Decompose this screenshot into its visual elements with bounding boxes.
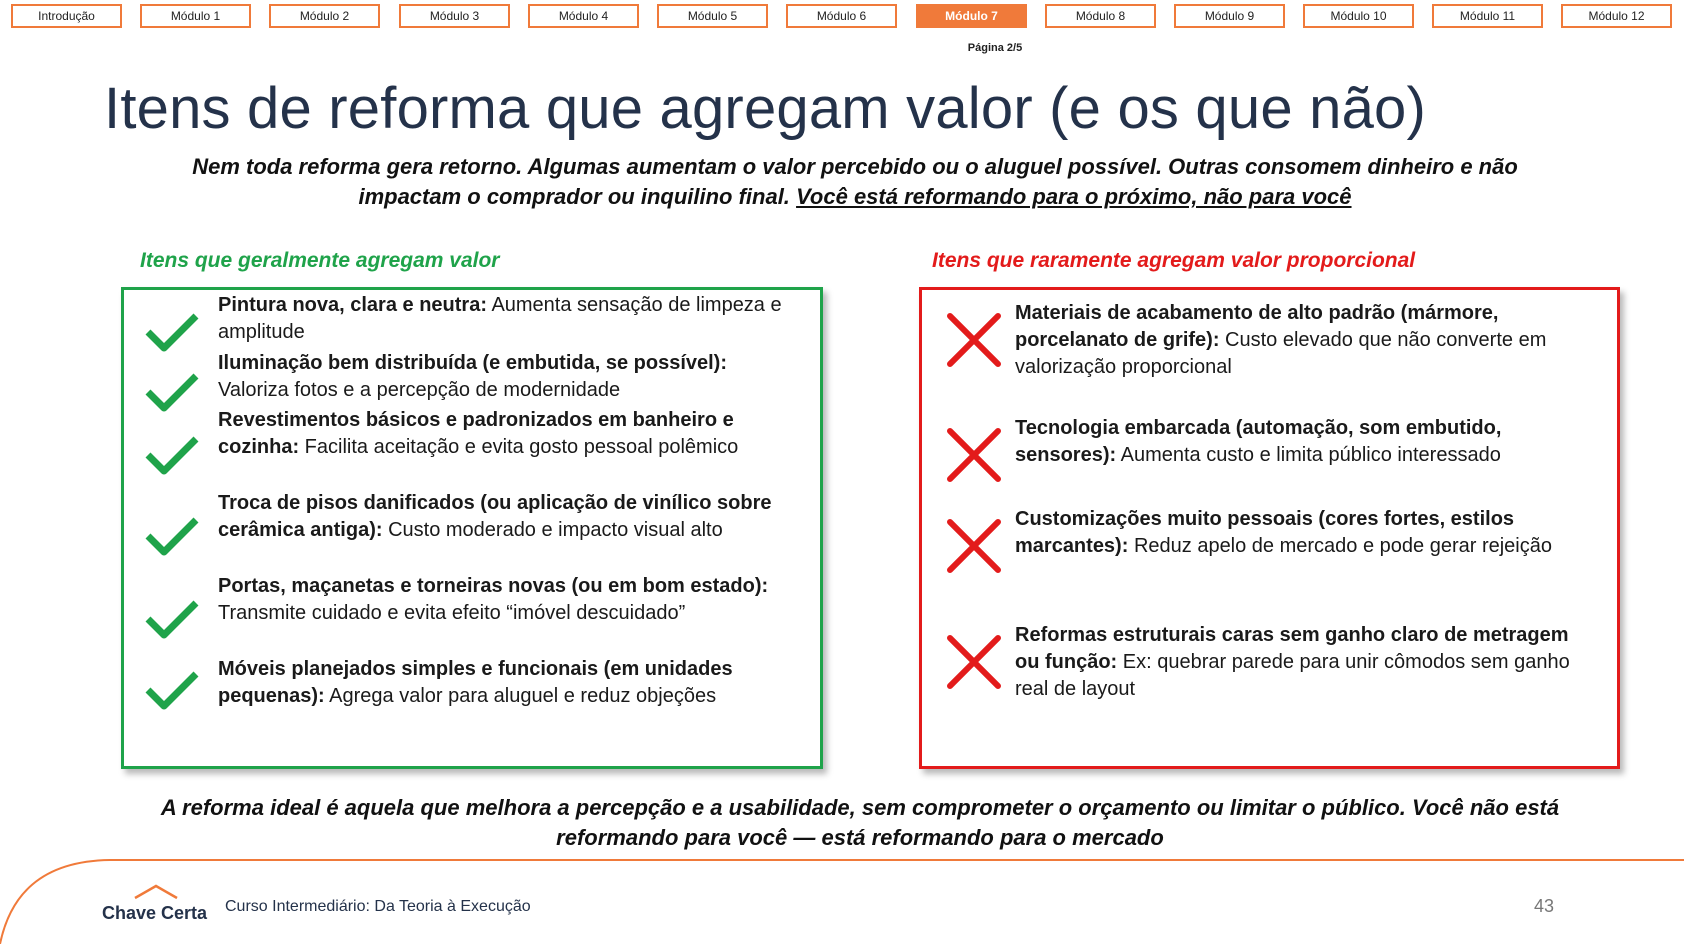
good-item-text — [218, 656, 798, 710]
course-name: Curso Intermediário: Da Teoria à Execução — [225, 898, 531, 915]
check-icon — [144, 370, 200, 419]
good-item-text — [218, 573, 798, 627]
bad-item-heading: Tecnologia embarcada (automação, som embutido, sensores): — [1015, 417, 1502, 466]
good-item-heading: Pintura nova, clara e neutra: — [218, 294, 487, 316]
x-icon — [944, 310, 1004, 375]
bad-item-description: Ex: quebrar parede para unir cômodos sem ganho real de layout — [1015, 651, 1570, 700]
tab-módulo-8[interactable]: Módulo 8 — [1045, 4, 1156, 28]
bad-item-heading: Reformas estruturais caras sem ganho claro de metragem ou função: — [1015, 624, 1569, 673]
good-item-description: Custo moderado e impacto visual alto — [382, 519, 723, 541]
brand-logo: Chave Certa — [102, 903, 208, 923]
bad-item-description: Reduz apelo de mercado e pode gerar rejeição — [1128, 535, 1552, 557]
check-icon — [144, 514, 200, 563]
bad-item-heading: Customizações muito pessoais (cores fortes, estilos marcantes): — [1015, 508, 1515, 557]
good-item-description: Valoriza fotos e a percepção de modernidade — [218, 379, 621, 401]
good-item-heading: Revestimentos básicos e padronizados em banheiro e cozinha: — [218, 409, 734, 458]
tab-módulo-7[interactable]: Módulo 7 — [916, 4, 1027, 28]
good-item-text — [218, 490, 798, 544]
conclusion-text: A reforma ideal é aquela que melhora a percepção e a usabilidade, sem comprometer o orçamento ou limitar o público. Você não está reformando para você — está reformando para o mercado — [160, 795, 1560, 850]
good-item-description: Transmite cuidado e evita efeito “imóvel descuidado” — [218, 602, 686, 624]
tab-módulo-12[interactable]: Módulo 12 — [1561, 4, 1672, 28]
tab-módulo-2[interactable]: Módulo 2 — [269, 4, 380, 28]
good-item-heading: Portas, maçanetas e torneiras novas (ou em bom estado): — [218, 575, 769, 597]
bad-item-description: Aumenta custo e limita público interessado — [1116, 444, 1501, 466]
good-item-description: Facilita aceitação e evita gosto pessoal polêmico — [299, 436, 739, 458]
tab-módulo-6[interactable]: Módulo 6 — [786, 4, 897, 28]
tab-módulo-1[interactable]: Módulo 1 — [140, 4, 251, 28]
good-item-heading: Troca de pisos danificados (ou aplicação de vinílico sobre cerâmica antiga): — [218, 492, 772, 541]
good-item-description: Aumenta sensação de limpeza e amplitude — [218, 294, 782, 343]
check-icon — [144, 310, 200, 359]
x-icon — [944, 632, 1004, 697]
tab-módulo-4[interactable]: Módulo 4 — [528, 4, 639, 28]
good-item-text — [218, 407, 798, 461]
bad-item-text — [1015, 300, 1595, 381]
bad-item-text — [1015, 415, 1595, 469]
tab-módulo-11[interactable]: Módulo 11 — [1432, 4, 1543, 28]
x-icon — [944, 425, 1004, 490]
tab-módulo-9[interactable]: Módulo 9 — [1174, 4, 1285, 28]
bad-item-description: Custo elevado que não converte em valorização proporcional — [1015, 329, 1547, 378]
check-icon — [144, 433, 200, 482]
page-title: Itens de reforma que agregam valor (e os que não) — [104, 76, 1426, 141]
good-item-text — [218, 350, 798, 404]
check-icon — [144, 597, 200, 646]
tab-introdução[interactable]: Introdução — [11, 4, 122, 28]
intro-part1: Nem toda reforma gera retorno. Algumas aumentam o valor percebido ou o aluguel possível. Outras consomem dinheiro e não impactam o comprador ou inquilino final. — [192, 154, 1518, 209]
bad-items-box — [919, 287, 1620, 769]
house-roof-icon — [133, 884, 179, 900]
bad-item-heading: Materiais de acabamento de alto padrão (mármore, porcelanato de grife): — [1015, 302, 1499, 351]
bad-item-text — [1015, 506, 1595, 560]
bad-items-title: Itens que raramente agregam valor proporcional — [932, 249, 1416, 272]
page-indicator: Página 2/5 — [967, 42, 1023, 54]
good-item-description: Agrega valor para aluguel e reduz objeções — [324, 685, 717, 707]
good-item-heading: Móveis planejados simples e funcionais (em unidades pequenas): — [218, 658, 733, 707]
tab-módulo-3[interactable]: Módulo 3 — [399, 4, 510, 28]
intro-text — [140, 152, 1570, 212]
bad-item-text — [1015, 622, 1595, 703]
good-item-heading: Iluminação bem distribuída (e embutida, se possível): — [218, 352, 728, 374]
good-items-box — [121, 287, 823, 769]
intro-underlined: Você está reformando para o próximo, não para você — [796, 184, 1352, 209]
module-nav — [11, 4, 1681, 32]
slide-number: 43 — [1534, 896, 1555, 916]
x-icon — [944, 516, 1004, 581]
tab-módulo-5[interactable]: Módulo 5 — [657, 4, 768, 28]
tab-módulo-10[interactable]: Módulo 10 — [1303, 4, 1414, 28]
good-items-title: Itens que geralmente agregam valor — [140, 249, 500, 272]
good-item-text — [218, 292, 798, 346]
check-icon — [144, 668, 200, 717]
